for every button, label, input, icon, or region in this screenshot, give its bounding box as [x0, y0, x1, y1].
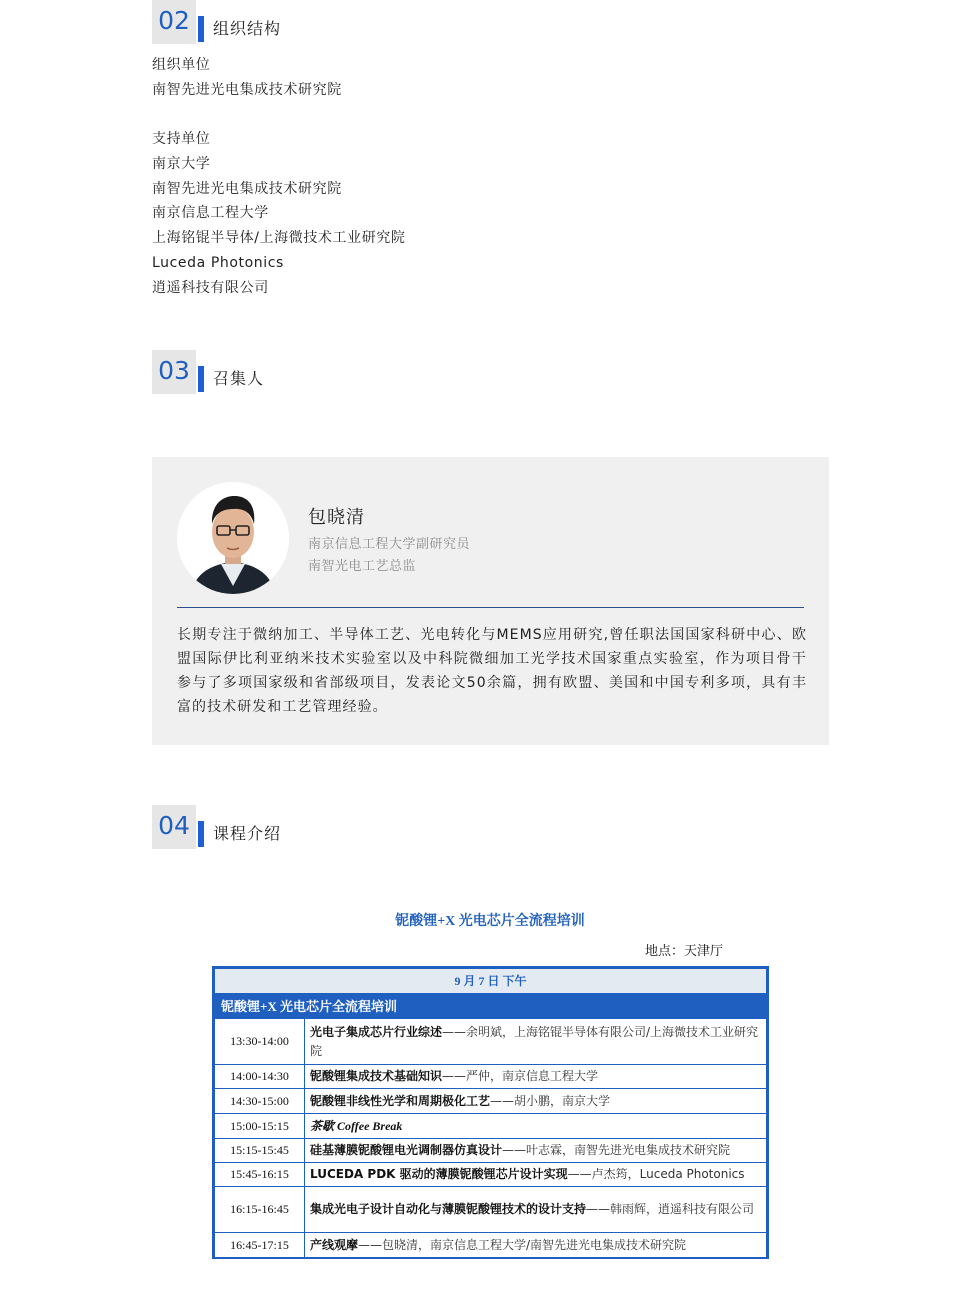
- section-title: 组织结构: [213, 19, 282, 38]
- schedule-title: 铌酸锂+X 光电芯片全流程培训: [395, 914, 585, 929]
- session-topic: 产线观摩: [310, 1237, 359, 1252]
- session-cell: [305, 1089, 767, 1114]
- session-topic: 光电子集成芯片行业综述: [310, 1024, 443, 1039]
- section-02-header: [152, 0, 352, 46]
- section-number: 04: [152, 805, 196, 849]
- supporter-item: 南智先进光电集成技术研究院: [152, 181, 342, 197]
- session-speaker: ——卢杰筠，Luceda Photonics: [567, 1167, 745, 1181]
- table-row: [215, 1187, 767, 1233]
- table-row: [215, 1019, 767, 1065]
- supporter-item: 逍遥科技有限公司: [152, 280, 269, 296]
- supporter-item: 南京信息工程大学: [152, 205, 269, 221]
- section-number: 02: [152, 0, 196, 44]
- session-speaker: ——胡小鹏，南京大学: [490, 1093, 611, 1108]
- table-row: [215, 1233, 767, 1258]
- section-03-header: [152, 350, 352, 396]
- schedule-header: 铌酸锂+X 光电芯片全流程培训: [215, 994, 767, 1019]
- session-cell: [305, 1019, 767, 1065]
- convener-bio: 长期专注于微纳加工、半导体工艺、光电转化与MEMS应用研究,曾任职法国国家科研中心、欧盟国际伊比利亚纳米技术实验室以及中科院微细加工光学技术国家重点实验室，作为项目骨干参与了多项国家级和省部级项目，发表论文50余篇，拥有欧盟、美国和中国专利多项，具有丰富的技术研发和工艺管理经验。: [177, 627, 807, 715]
- session-topic: 集成光电子设计自动化与薄膜铌酸锂技术的设计支持: [310, 1202, 587, 1216]
- session-topic: 硅基薄膜铌酸锂电光调制器仿真设计: [310, 1143, 503, 1157]
- section-accent-bar: [198, 16, 204, 42]
- supporter-item: Luceda Photonics: [152, 255, 284, 271]
- session-speaker: ——严仲，南京信息工程大学: [442, 1069, 599, 1083]
- time-cell: 13:30-14:00: [215, 1019, 305, 1065]
- session-speaker: ——叶志霖，南智先进光电集成技术研究院: [502, 1143, 731, 1157]
- supporter-item: 南京大学: [152, 156, 211, 172]
- session-cell: [305, 1065, 767, 1089]
- schedule-venue: 地点：天津厅: [645, 944, 724, 959]
- convener-card: [152, 457, 829, 745]
- session-cell: [305, 1187, 767, 1233]
- convener-title-2: 南智光电工艺总监: [308, 559, 417, 574]
- schedule-header-row: [215, 994, 767, 1019]
- organizer-label: 组织单位: [152, 57, 211, 73]
- time-cell: 15:15-15:45: [215, 1139, 305, 1163]
- support-label: 支持单位: [152, 131, 211, 147]
- session-cell: [305, 1114, 767, 1139]
- convener-name: 包晓清: [308, 507, 365, 528]
- session-cell: [305, 1139, 767, 1163]
- schedule-day-row: [215, 969, 767, 994]
- section-04-header: [152, 805, 352, 851]
- session-cell: [305, 1163, 767, 1187]
- time-cell: 14:30-15:00: [215, 1089, 305, 1114]
- section-accent-bar: [198, 366, 204, 392]
- schedule-table: [212, 966, 769, 1259]
- avatar: [177, 482, 289, 594]
- time-cell: 15:00-15:15: [215, 1114, 305, 1139]
- time-cell: 16:15-16:45: [215, 1187, 305, 1233]
- session-speaker: ——余明斌，上海铭锟半导体有限公司/上海微技术工业研究院: [310, 1024, 759, 1058]
- section-accent-bar: [198, 821, 204, 847]
- convener-title-1: 南京信息工程大学副研究员: [308, 537, 471, 552]
- table-row: [215, 1139, 767, 1163]
- session-cell: [305, 1233, 767, 1258]
- session-topic: 铌酸锂非线性光学和周期极化工艺: [310, 1093, 491, 1108]
- session-speaker: ——韩雨辉，逍遥科技有限公司: [586, 1202, 755, 1216]
- section-title: 召集人: [213, 369, 265, 388]
- section-title: 课程介绍: [213, 824, 282, 843]
- divider: [177, 607, 804, 608]
- section-number: 03: [152, 350, 196, 394]
- time-cell: 16:45-17:15: [215, 1233, 305, 1258]
- table-row: [215, 1163, 767, 1187]
- session-speaker: ——包晓清，南京信息工程大学/南智先进光电集成技术研究院: [358, 1237, 687, 1252]
- person-portrait-icon: [177, 482, 289, 594]
- supporter-item: 上海铭锟半导体/上海微技术工业研究院: [152, 230, 406, 246]
- table-row: [215, 1065, 767, 1089]
- session-topic: 茶歇 Coffee Break: [310, 1118, 403, 1133]
- table-row: [215, 1089, 767, 1114]
- session-topic: LUCEDA PDK 驱动的薄膜铌酸锂芯片设计实现: [310, 1167, 568, 1181]
- time-cell: 15:45-16:15: [215, 1163, 305, 1187]
- session-topic: 铌酸锂集成技术基础知识: [310, 1069, 443, 1083]
- organizer-name: 南智先进光电集成技术研究院: [152, 82, 342, 98]
- schedule-day: 9 月 7 日 下午: [215, 969, 767, 994]
- table-row: [215, 1114, 767, 1139]
- time-cell: 14:00-14:30: [215, 1065, 305, 1089]
